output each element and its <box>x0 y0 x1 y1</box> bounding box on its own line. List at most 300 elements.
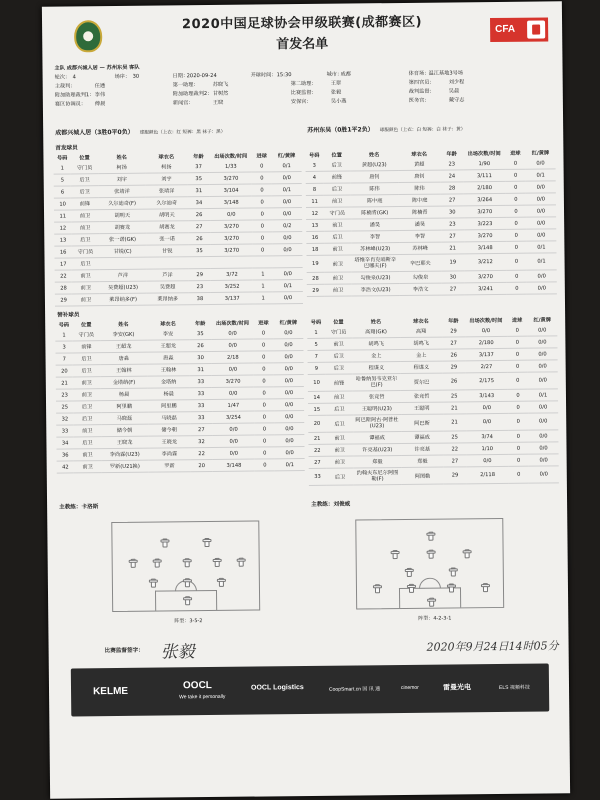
player-cell: 李尚霖(U23) <box>101 448 148 460</box>
player-cell: 胡鸣飞 <box>352 338 400 350</box>
player-cell: 后卫 <box>73 353 100 365</box>
player-cell: 0/0 <box>273 327 303 339</box>
player-cell: 勾俊泉 <box>399 271 442 283</box>
player-cell: 23 <box>56 389 73 401</box>
player-cell: 0/0 <box>527 348 557 360</box>
player-cell: 3/111 <box>463 169 506 181</box>
player-cell: 0/0 <box>528 360 558 372</box>
player-cell: 3/137 <box>211 292 253 304</box>
player-cell: 33 <box>190 375 212 387</box>
player-cell: 3/270 <box>463 205 506 217</box>
player-cell: 22 <box>55 270 72 282</box>
sponsor-oocl-tagline: We take it personally <box>179 693 226 701</box>
shirt-icon <box>391 550 400 559</box>
player-cell: 1 <box>253 292 273 304</box>
league-title: 2020中国足球协会甲级联赛(成都赛区) <box>181 14 423 33</box>
player-cell: 3/212 <box>464 253 507 270</box>
player-cell: 0/0 <box>212 423 254 435</box>
player-cell: 32 <box>56 413 73 425</box>
column-header: 出场次数/时间 <box>467 150 501 157</box>
player-cell: 1 <box>55 329 72 341</box>
player-cell: 0 <box>508 389 528 401</box>
lineup-sheet <box>42 1 570 798</box>
home-coach-name: 卡洛斯 <box>81 504 99 511</box>
away-formation <box>418 614 451 621</box>
official-name: 王翠 <box>330 80 342 87</box>
player-cell: 0/0 <box>466 401 509 413</box>
player-cell: 久尔迪奇(F) <box>98 197 145 209</box>
match-no-label: 场序： <box>114 73 131 80</box>
sponsor-kelme: KELME <box>92 685 129 698</box>
player-cell: 0 <box>505 158 525 170</box>
player-cell: 张竞哲 <box>353 391 401 403</box>
player-cell: 27 <box>444 455 467 467</box>
player-cell: 程谋义 <box>353 362 401 374</box>
player-cell: 0 <box>507 282 527 294</box>
away-kit-legend: 球服颜色（上衣：白 短裤：白 袜子：黄） <box>379 127 466 134</box>
column-header: 出场次数/时间 <box>469 317 503 324</box>
player-cell: 前卫 <box>324 219 352 231</box>
player-cell: 前卫 <box>73 389 100 401</box>
player-cell: 王聪明 <box>401 402 444 414</box>
player-cell: 3/137 <box>465 348 508 360</box>
shirt-icon <box>149 579 158 588</box>
match-info <box>54 59 554 109</box>
player-cell: 0/0 <box>274 387 304 399</box>
player-cell: 杨晨 <box>148 388 190 400</box>
player-cell: 胡明天 <box>146 209 188 221</box>
player-cell: 3/270 <box>210 172 252 184</box>
player-cell: 后卫 <box>71 186 98 198</box>
player-cell: 1 <box>253 280 273 292</box>
column-header: 姓名 <box>370 318 382 325</box>
player-cell: 20 <box>308 415 326 432</box>
player-cell: 守门员 <box>71 162 98 174</box>
player-cell: 张靖洋 <box>98 185 145 197</box>
player-cell: 0/0 <box>272 172 302 184</box>
player-cell: 0 <box>507 270 527 282</box>
shirt-icon <box>447 583 456 592</box>
player-cell: 2/175 <box>465 372 508 389</box>
home-kit-legend: 球服颜色（上衣：红 短裤：黑 袜子：黑） <box>139 129 226 136</box>
official-role: 第四官员： <box>408 79 435 86</box>
player-cell: 22 <box>443 443 466 455</box>
player-cell: 阿巴斯阿古·阿普杜(U23) <box>353 415 401 432</box>
player-cell: 胡明天 <box>99 209 146 221</box>
player-cell: 0/1 <box>272 184 302 196</box>
player-cell: 后卫 <box>73 365 100 377</box>
player-cell: 33 <box>190 387 212 399</box>
player-cell: 3/270 <box>464 229 507 241</box>
shirt-icon <box>463 549 472 558</box>
player-cell: 0/2 <box>272 220 302 232</box>
player-cell: 0/0 <box>465 325 508 337</box>
player-cell: 28 <box>307 272 325 284</box>
player-cell: 25 <box>443 390 466 402</box>
player-cell: 0 <box>254 375 274 387</box>
player-cell: 0 <box>255 447 275 459</box>
player-cell: 潘昊 <box>351 219 399 231</box>
player-cell: 前卫 <box>71 222 98 234</box>
shirt-icon <box>449 567 458 576</box>
player-cell: 32 <box>190 435 212 447</box>
player-cell: 2/18 <box>212 351 254 363</box>
player-cell: 38 <box>189 292 211 304</box>
player-cell: 李尚霖 <box>148 448 190 460</box>
round-value: 4 <box>72 74 76 81</box>
player-cell <box>188 256 210 268</box>
home-coach <box>59 502 98 510</box>
player-cell: 前卫 <box>71 210 98 222</box>
official-name: 甘树然 <box>212 90 229 97</box>
player-cell: 0/0 <box>274 363 304 375</box>
player-cell: 29 <box>443 361 466 373</box>
player-cell: 0/0 <box>274 423 304 435</box>
official-name: 刘少程 <box>448 79 465 86</box>
player-cell: 0 <box>254 411 274 423</box>
player-cell: 陈伟 <box>398 182 441 194</box>
player-cell: 0/0 <box>274 339 304 351</box>
player-cell: 马晓磊 <box>101 412 148 424</box>
player-cell: 35 <box>188 172 210 184</box>
player-cell: 0/0 <box>212 339 254 351</box>
player-cell: 12 <box>54 222 71 234</box>
official-role: 新闻官： <box>172 100 194 107</box>
away-coach-label: 主教练： <box>311 501 334 508</box>
kickoff-value: 15:30 <box>276 72 292 79</box>
player-cell: 李安(GK) <box>100 329 147 341</box>
player-cell: 1/33 <box>210 161 252 173</box>
player-cell: 后卫 <box>326 468 354 485</box>
shirt-icon <box>405 568 414 577</box>
player-cell: 0/0 <box>528 430 558 442</box>
player-cell: 陈伟 <box>351 183 399 195</box>
player-cell: 0/0 <box>272 208 302 220</box>
player-cell: 37 <box>187 161 209 173</box>
player-cell: 阿里鹏 <box>101 400 148 412</box>
shirt-icon <box>373 584 382 593</box>
player-cell: 前卫 <box>326 432 354 444</box>
column-header: 位置 <box>333 319 344 326</box>
player-cell: 0 <box>254 387 274 399</box>
player-cell: 李智 <box>399 230 442 242</box>
player-cell: 0/0 <box>527 336 557 348</box>
player-cell <box>253 256 273 268</box>
player-cell: 李安 <box>147 328 189 340</box>
player-cell: 程谋义 <box>400 361 443 373</box>
player-cell: 王超龙 <box>147 340 189 352</box>
player-cell: 0 <box>253 244 273 256</box>
player-cell: 34 <box>188 196 210 208</box>
player-cell: 黄超 <box>398 159 441 171</box>
player-cell: 42 <box>57 461 74 473</box>
player-cell: 35 <box>188 244 210 256</box>
player-cell: 约翰夫东尼尔阿图勒(F) <box>354 468 402 485</box>
player-cell: 苏林峰(U23) <box>351 243 399 255</box>
player-cell: 阿图勒 <box>401 467 444 484</box>
player-cell: 3/241 <box>464 282 507 294</box>
player-cell: 罗新(U21换) <box>101 460 148 472</box>
player-cell: 0/0 <box>526 217 556 229</box>
away-formation-pitch <box>355 518 504 610</box>
player-cell: 20 <box>191 459 213 471</box>
official-name: 任通 <box>94 83 106 90</box>
column-header: 号码 <box>56 154 68 162</box>
player-cell: 29 <box>55 294 72 306</box>
player-cell: 2/180 <box>463 181 506 193</box>
home-formation-label: 阵型： <box>174 618 190 625</box>
player-cell: 1/10 <box>466 442 509 454</box>
player-cell: 0/0 <box>527 324 557 336</box>
column-header: 年龄 <box>195 320 206 327</box>
home-coach-label: 主教练： <box>59 504 82 511</box>
shirt-icon <box>237 558 246 567</box>
city-value: 成都 <box>340 71 352 78</box>
cfa-logo-text: CFA <box>495 23 516 35</box>
home-team-header <box>55 126 225 137</box>
player-cell: 陈中庭 <box>398 194 441 206</box>
player-cell: 储今朝 <box>148 424 190 436</box>
player-cell: 0 <box>252 196 272 208</box>
player-cell: 0 <box>507 336 527 348</box>
player-cell: 30 <box>442 271 465 283</box>
player-cell: 李浩文 <box>399 283 442 295</box>
column-header: 进球 <box>258 319 269 326</box>
sponsor-els: ELS 视频科技 <box>498 684 530 691</box>
player-cell: 31 <box>190 363 212 375</box>
player-cell: 0/1 <box>275 459 305 471</box>
column-header: 号码 <box>310 319 322 326</box>
player-cell: 33 <box>190 411 212 423</box>
player-cell: 23 <box>189 280 211 292</box>
player-cell: 守门员 <box>72 246 99 258</box>
player-cell: 29 <box>307 284 325 296</box>
home-formation-value: 3-5-2 <box>189 618 203 625</box>
player-cell: 0 <box>508 401 528 413</box>
player-cell: 后卫 <box>325 350 353 362</box>
player-cell: 11 <box>306 195 324 207</box>
column-header: 出场次数/时间 <box>214 153 248 160</box>
city-label: 城市： <box>326 71 343 78</box>
column-header: 红/黄牌 <box>531 149 550 157</box>
player-cell: 甘锐 <box>146 245 188 257</box>
column-header: 姓名 <box>116 154 127 161</box>
player-cell: 前卫 <box>73 377 100 389</box>
player-cell: 0 <box>508 413 528 430</box>
player-cell: 31 <box>188 184 210 196</box>
column-header: 年龄 <box>446 150 457 158</box>
player-cell: 0/0 <box>526 181 556 193</box>
player-cell: 0 <box>252 184 272 196</box>
player-cell: 郑毅 <box>354 456 402 468</box>
player-cell: 19 <box>306 255 324 272</box>
player-cell: 19 <box>441 254 464 271</box>
player-cell: 33 <box>190 399 212 411</box>
away-formation-value: 4-2-3-1 <box>433 615 452 622</box>
player-cell: 陈楠青 <box>398 206 441 218</box>
player-cell: 0 <box>252 160 272 172</box>
player-cell: 0 <box>254 327 274 339</box>
player-cell: 0 <box>255 459 275 471</box>
player-cell: 王翰林 <box>100 364 147 376</box>
column-header: 年龄 <box>448 317 459 325</box>
player-cell: 后卫 <box>323 160 351 172</box>
player-cell: 23 <box>441 218 464 230</box>
player-cell: 0 <box>506 241 526 253</box>
player-cell: 0 <box>508 372 528 389</box>
player-cell <box>99 257 146 269</box>
player-cell: 0 <box>508 442 528 454</box>
player-cell: 前卫 <box>323 195 351 207</box>
player-cell: 甘锐(C) <box>99 245 146 257</box>
player-cell: 0/1 <box>528 389 558 401</box>
official-role: 第一助理： <box>172 82 199 89</box>
player-cell: 前锋 <box>323 171 351 183</box>
player-cell: 26 <box>442 349 465 361</box>
column-header: 进球 <box>511 317 523 324</box>
player-cell: 2/27 <box>465 360 508 372</box>
player-cell: 3 <box>55 341 72 353</box>
player-cell: 莱昂纳多(F) <box>100 293 147 305</box>
player-cell: 29 <box>442 325 465 337</box>
player-cell: 0 <box>253 232 273 244</box>
player-cell: 罗新 <box>148 460 190 472</box>
player-cell: 0 <box>252 208 272 220</box>
player-cell: 金塔纳 <box>147 376 189 388</box>
player-cell: 0/0 <box>212 363 254 375</box>
player-cell: 张竞哲 <box>400 390 443 402</box>
player-cell: 3/104 <box>210 184 252 196</box>
away-team-title: 苏州东吴（0胜1平2负） <box>307 126 374 134</box>
player-cell: 塔维辛肖克哨斯辛巴哪夫(F) <box>351 255 399 272</box>
player-cell: 21 <box>443 414 466 431</box>
player-cell: 0/0 <box>272 232 302 244</box>
player-cell: 前锋 <box>73 341 100 353</box>
home-formation-pitch <box>111 520 260 612</box>
home-starters-table <box>53 150 303 307</box>
player-cell: 0/0 <box>466 413 509 430</box>
player-cell: 12 <box>306 207 324 219</box>
player-cell: 前锋 <box>71 198 98 210</box>
sponsor-cinemor: cinemor <box>400 684 419 692</box>
player-cell <box>273 256 303 268</box>
player-cell: 李智 <box>351 231 399 243</box>
player-cell: 10 <box>54 198 71 210</box>
player-cell: 0/1 <box>526 241 556 253</box>
player-cell: 吴费超 <box>146 281 188 293</box>
player-cell: 5 <box>54 174 71 186</box>
player-cell: 0 <box>252 172 272 184</box>
date-value: 2020-09-24 <box>186 72 217 80</box>
player-cell: 后卫 <box>73 401 100 413</box>
player-row <box>55 292 303 307</box>
player-cell: 后卫 <box>73 413 100 425</box>
player-cell: 0/0 <box>273 244 303 256</box>
player-cell: 30 <box>189 351 211 363</box>
column-header: 年龄 <box>193 153 204 160</box>
player-cell: 3/270 <box>210 232 252 244</box>
official-role: 安保官： <box>290 98 312 106</box>
player-cell: 0 <box>509 454 529 466</box>
player-cell: 0/0 <box>526 193 556 205</box>
home-formation <box>174 617 202 624</box>
player-cell: 0 <box>255 435 275 447</box>
player-cell: 金塔纳(F) <box>100 376 147 388</box>
player-cell: 柯扬 <box>98 162 145 174</box>
player-cell: 前卫 <box>72 282 99 294</box>
player-cell: 8 <box>306 183 324 195</box>
player-cell: 前卫 <box>324 284 352 296</box>
player-cell: 3/254 <box>212 411 254 423</box>
player-cell: 0/0 <box>275 447 305 459</box>
player-cell: 守门员 <box>73 329 100 341</box>
venue-value: 温江基地3号场 <box>428 70 464 77</box>
official-name: 傅晨 <box>94 101 106 108</box>
player-cell: 贾尔巴 <box>400 373 443 390</box>
column-header: 球衣名 <box>158 153 175 161</box>
column-header: 球衣名 <box>160 320 176 328</box>
player-cell: 34 <box>56 437 73 449</box>
player-cell: 0 <box>506 205 526 217</box>
player-cell: 阿里鹏 <box>148 400 190 412</box>
player-cell: 0 <box>506 217 526 229</box>
player-cell: 4 <box>306 171 324 183</box>
column-header: 红/黄牌 <box>277 152 296 159</box>
away-coach-name: 刘俊威 <box>333 501 351 508</box>
player-cell: 1 <box>54 162 71 174</box>
column-header: 姓名 <box>118 321 129 328</box>
player-cell: 后卫 <box>325 362 353 374</box>
player-cell: 29 <box>189 268 211 280</box>
player-cell: 0 <box>506 253 526 270</box>
player-cell: 3/148 <box>213 459 255 471</box>
player-cell: 3/148 <box>210 196 252 208</box>
away-formation-label: 阵型： <box>418 615 434 622</box>
player-cell: 0 <box>508 430 528 442</box>
player-cell: 0/0 <box>213 435 255 447</box>
player-cell: 0 <box>254 351 274 363</box>
player-cell: 30 <box>441 206 464 218</box>
player-cell: 0 <box>507 325 527 337</box>
away-starters-table <box>305 147 557 297</box>
player-cell: 张一诺(GK) <box>99 233 146 245</box>
player-cell: 前卫 <box>326 444 354 456</box>
player-cell: 1 <box>307 327 325 339</box>
player-cell: 2/118 <box>466 466 509 483</box>
official-name: 王晓 <box>212 99 224 106</box>
player-cell: 27 <box>442 337 465 349</box>
player-cell: 27 <box>309 456 327 468</box>
player-cell: 21 <box>443 402 466 414</box>
player-cell: 21 <box>441 242 464 254</box>
player-cell: 26 <box>188 208 210 220</box>
player-cell: 20 <box>56 365 73 377</box>
player-cell: 1/47 <box>212 399 254 411</box>
player-cell: 0/0 <box>273 292 303 304</box>
player-cell: 6 <box>54 186 71 198</box>
player-cell: 3/270 <box>211 244 253 256</box>
player-row <box>307 282 557 297</box>
player-cell: 11 <box>54 210 71 222</box>
player-cell: 22 <box>190 447 212 459</box>
player-cell: 0/0 <box>527 270 557 282</box>
player-cell: 0 <box>255 423 275 435</box>
player-cell: 24 <box>441 170 464 182</box>
column-header: 球衣名 <box>413 318 429 325</box>
player-cell: 27 <box>441 230 464 242</box>
subs-label: 替补球员 <box>57 312 80 319</box>
shirt-icon <box>217 578 226 587</box>
